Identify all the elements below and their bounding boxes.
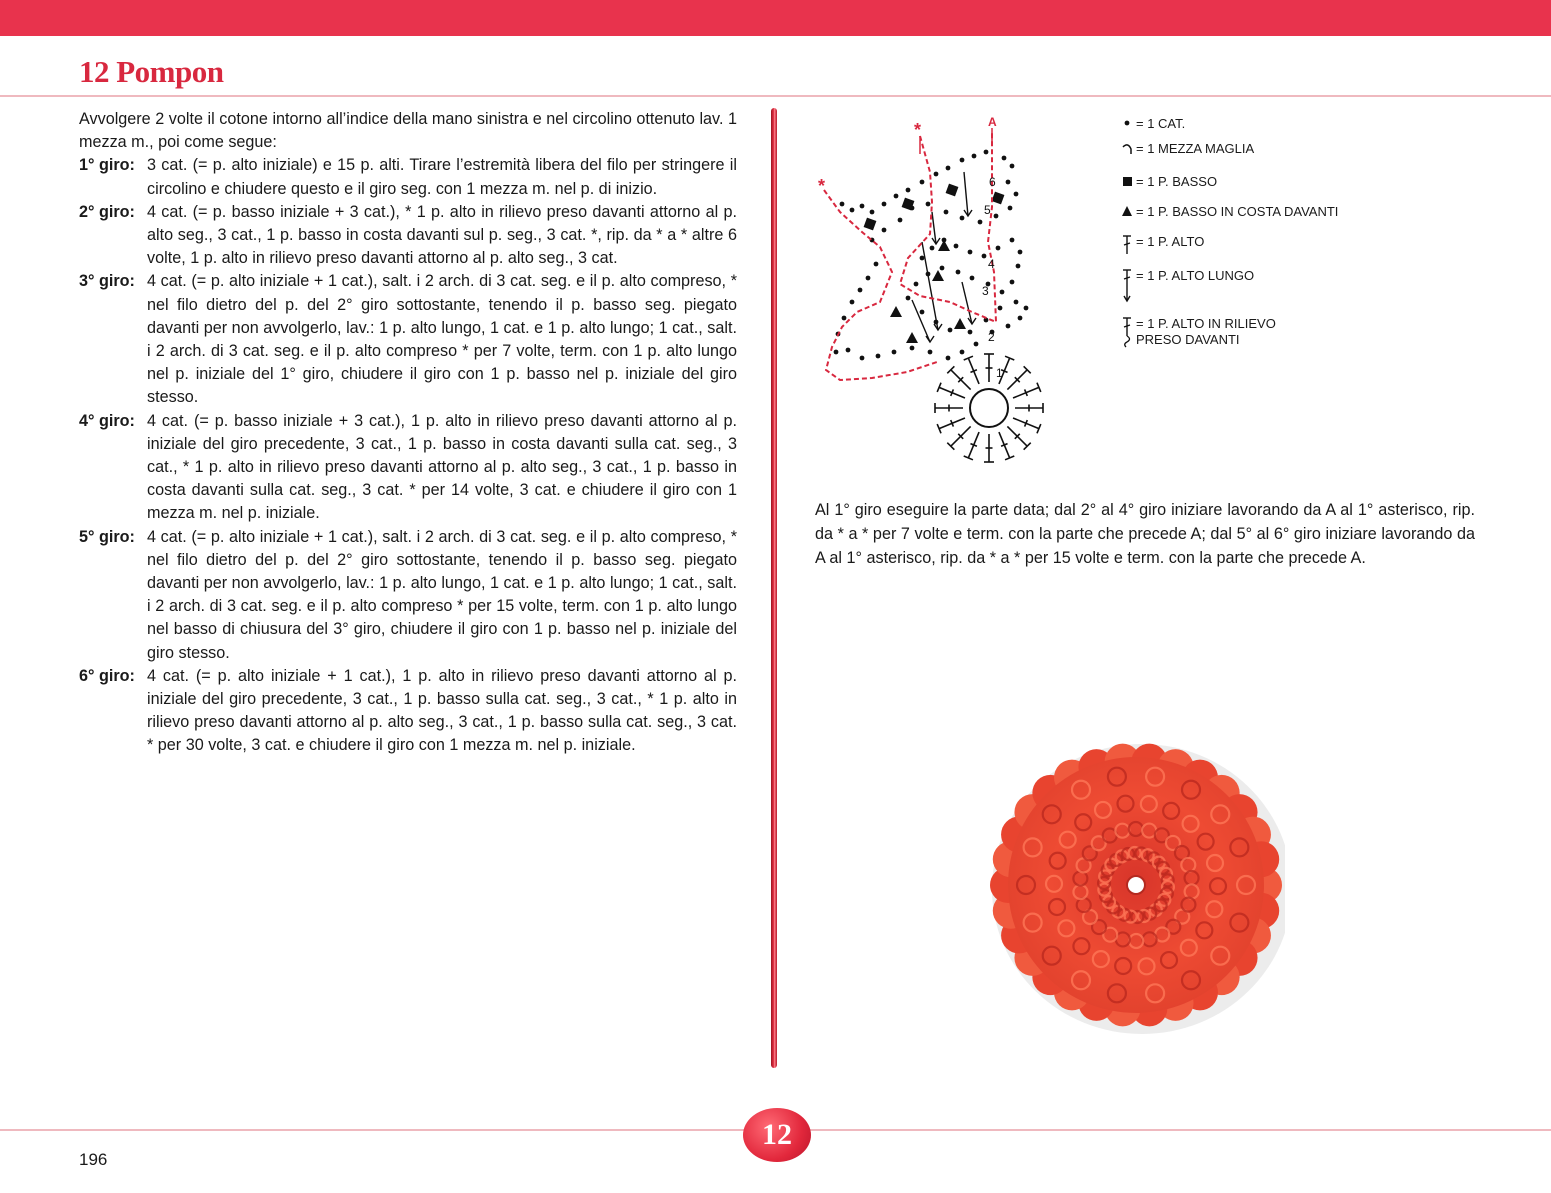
round-instruction	[79, 154, 737, 200]
round-instruction	[79, 526, 737, 665]
chain-dot	[1006, 324, 1011, 329]
round-text: 4 cat. (= p. basso iniziale + 3 cat.), * 1 p. alto in rilievo preso davanti attorno al p. alto seg., 3 cat., 1 p. basso in costa davanti sul p. seg., 3 cat. *, rip. da * a * altre 6 volte, 1 p. alto in rilievo preso davanti attorno al p. alto seg., 3 cat.	[147, 202, 737, 268]
long-stitch-arrow	[926, 336, 934, 342]
round-instruction	[79, 270, 737, 409]
chain-dot	[840, 202, 845, 207]
title-divider	[0, 95, 1551, 97]
legend-item-front-loop: = 1 P. BASSO IN COSTA DAVANTI	[1118, 204, 1338, 221]
single-crochet-mark	[992, 192, 1005, 205]
legend-item-double: = 1 P. ALTO	[1118, 234, 1204, 259]
rounds-list	[79, 154, 737, 757]
chain-dot	[1010, 280, 1015, 285]
chain-dot	[994, 214, 999, 219]
legend-item-slip: = 1 MEZZA MAGLIA	[1118, 141, 1254, 158]
round-instruction	[79, 201, 737, 271]
chain-dot	[930, 246, 935, 251]
badge-number: 12	[762, 1118, 792, 1151]
chain-dot	[940, 266, 945, 271]
top-color-bar	[0, 0, 1551, 36]
round-number-2: 2	[988, 330, 995, 344]
marker-a: A	[988, 115, 997, 129]
chain-dot	[850, 208, 855, 213]
chain-dot	[996, 246, 1001, 251]
single-crochet-mark	[946, 184, 959, 197]
marker-star-top: *	[914, 120, 922, 140]
round-text: 3 cat. (= p. alto iniziale) e 15 p. alti. Tirare l’estremità libera del filo per stringere il circolino e chiudere questo e il giro seg. con 1 mezza m. nel p. di inizio.	[147, 156, 737, 198]
chain-dot	[928, 350, 933, 355]
legend-item-chain: = 1 CAT.	[1118, 116, 1185, 133]
round-text: 4 cat. (= p. alto iniziale + 1 cat.), 1 p. alto in rilievo preso davanti attorno al p. iniziale del giro precedente, 3 cat., 1 p. basso sulla cat. seg., 3 cat., * 1 p. alto in rilievo preso davanti attorno al p. alto seg., 3 cat., 1 p. basso sulla cat. seg., 3 cat. * per 30 volte, 3 cat. e chiudere il giro con 1 mezza m. nel p. iniziale.	[147, 666, 737, 755]
round-text: 4 cat. (= p. alto iniziale + 1 cat.), salt. i 2 arch. di 3 cat. seg. e il p. alto compreso, * nel filo dietro del p. del 2° giro sottostante, tenendo il p. basso seg. piegato davanti per non avvolgerlo, lav.: 1 p. alto lungo, 1 cat. e 1 p. alto lungo; 1 cat., salt. i 2 arch. di 3 cat. seg. e il p. alto compreso * per 15 volte, term. con 1 p. alto lungo nel basso di chiusura del 3° giro, chiudere il giro con 1 p. basso nel p. iniziale del giro stesso.	[147, 527, 737, 662]
long-double-crochet-icon	[1118, 268, 1136, 307]
chain-dot	[954, 244, 959, 249]
round-number-6: 6	[989, 175, 996, 189]
chain-dot	[968, 330, 973, 335]
chain-dot	[874, 262, 879, 267]
chain-dot	[998, 306, 1003, 311]
chain-dot	[860, 204, 865, 209]
chain-dot	[1014, 192, 1019, 197]
chain-dot	[846, 348, 851, 353]
page-number: 196	[79, 1150, 108, 1169]
chain-dot	[926, 202, 931, 207]
chain-dot	[982, 254, 987, 259]
triangle-icon	[1118, 204, 1136, 221]
chain-dot	[858, 288, 863, 293]
long-stitch-post	[912, 300, 930, 342]
chain-dot	[1000, 290, 1005, 295]
chain-dot	[944, 210, 949, 215]
chain-dot	[920, 180, 925, 185]
chain-dot	[948, 328, 953, 333]
chain-dot	[1010, 238, 1015, 243]
chain-dot	[850, 300, 855, 305]
long-stitch-post	[922, 242, 938, 330]
round-label: 2° giro:	[79, 202, 135, 221]
chain-dot	[1014, 300, 1019, 305]
chain-dot	[974, 342, 979, 347]
chain-dot	[934, 172, 939, 177]
diagram-instructions: Al 1° giro eseguire la parte data; dal 2° al 4° giro iniziare lavorando da A al 1° asterisco, rip. da * a * per 7 volte e term. con la parte che precede A; dal 5° al 6° giro iniziare lavorando da A al 1° asterisco, rip. da * a * per 15 volte e term. con la parte che precede A.	[815, 501, 1475, 568]
chain-dot	[866, 276, 871, 281]
chain-dot	[1016, 264, 1021, 269]
square-icon	[1118, 174, 1136, 191]
chain-dot	[1018, 316, 1023, 321]
legend-item-long-double: = 1 P. ALTO LUNGO	[1118, 268, 1254, 307]
chain-dot	[1002, 156, 1007, 161]
long-stitch-post	[962, 282, 972, 324]
chain-dot	[894, 194, 899, 199]
slip-stitch-icon	[1118, 141, 1136, 158]
chain-dot	[956, 270, 961, 275]
repeat-boundary-left	[824, 190, 937, 380]
round-number-5: 5	[984, 203, 991, 217]
front-loop-mark	[954, 318, 966, 329]
front-loop-mark	[938, 240, 950, 251]
chain-dot	[882, 202, 887, 207]
chain-dot	[870, 210, 875, 215]
chain-dot	[1018, 250, 1023, 255]
legend-item-front-post: = 1 P. ALTO IN RILIEVO PRESO DAVANTI	[1118, 316, 1286, 351]
chart-symbols	[834, 150, 1029, 361]
round-instruction	[79, 665, 737, 758]
yarn-divider	[771, 108, 777, 1068]
round1-stitches	[935, 354, 1043, 462]
chain-dot	[920, 310, 925, 315]
legend-item-single: = 1 P. BASSO	[1118, 174, 1217, 191]
chain-dot	[972, 154, 977, 159]
chain-dot	[876, 354, 881, 359]
chain-dot	[914, 282, 919, 287]
chain-dot	[978, 220, 983, 225]
page-title: 12 Pompon	[79, 54, 224, 89]
chain-dot	[946, 166, 951, 171]
chain-dot	[910, 346, 915, 351]
round-label: 4° giro:	[79, 411, 135, 430]
pattern-number-badge	[743, 1108, 811, 1162]
single-crochet-mark	[864, 218, 877, 231]
double-crochet-icon	[1118, 234, 1136, 259]
front-loop-mark	[932, 270, 944, 281]
chain-dot	[834, 350, 839, 355]
center-ring	[970, 389, 1008, 427]
chain-dot	[960, 216, 965, 221]
front-post-icon	[1118, 316, 1136, 351]
instructions-column	[79, 108, 737, 758]
chain-dot	[1006, 180, 1011, 185]
chain-dot	[892, 350, 897, 355]
round-text: 4 cat. (= p. basso iniziale + 3 cat.), 1 p. alto in rilievo preso davanti attorno al p. iniziale del giro precedente, 3 cat., 1 p. basso in costa davanti sulla cat. seg., 3 cat., * 1 p. alto in rilievo preso davanti attorno al p. alto seg., 3 cat., 1 p. basso in costa davanti sulla cat. seg., 3 cat. * per 14 volte, 3 cat. e chiudere il giro con 1 mezza m. nel p. iniziale.	[147, 411, 737, 523]
chain-dot	[1008, 206, 1013, 211]
chain-dot	[898, 218, 903, 223]
intro-paragraph: Avvolgere 2 volte il cotone intorno all’indice della mano sinistra e nel circolino ottenuto lav. 1 mezza m., poi come segue:	[79, 110, 737, 152]
chain-dot	[1024, 306, 1029, 311]
pompon-photo	[985, 735, 1285, 1035]
chain-dot	[906, 296, 911, 301]
long-stitch-post	[964, 172, 968, 216]
round-number-1: 1	[996, 366, 1003, 380]
chain-dot	[842, 316, 847, 321]
round-label: 3° giro:	[79, 272, 135, 291]
chain-dot	[860, 356, 865, 361]
chain-dot	[970, 276, 975, 281]
chain-dot	[946, 356, 951, 361]
crochet-diagram	[812, 112, 1112, 472]
chain-dot	[968, 250, 973, 255]
front-loop-mark	[906, 332, 918, 343]
chain-dot	[906, 188, 911, 193]
chain-dot	[920, 256, 925, 261]
round-number-4: 4	[988, 257, 995, 271]
chain-dot-icon	[1118, 116, 1136, 133]
round-label: 6° giro:	[79, 666, 135, 685]
marker-star-left: *	[818, 176, 826, 196]
round-number-3: 3	[982, 284, 989, 298]
chain-dot	[960, 158, 965, 163]
chain-dot	[960, 350, 965, 355]
front-loop-mark	[890, 306, 902, 317]
round-instruction	[79, 410, 737, 526]
round-text: 4 cat. (= p. alto iniziale + 1 cat.), salt. i 2 arch. di 3 cat. seg. e il p. alto compreso, * nel filo dietro del p. del 2° giro sottostante, tenendo il p. basso seg. piegato davanti per non avvolgerlo, lav.: 1 p. alto lungo, 1 cat. e 1 p. alto lungo; 1 cat., salt. i 2 arch. di 3 cat. seg. e il p. alto compreso * per 7 volte, term. con 1 p. alto lungo nel p. iniziale del 1° giro, chiudere il giro con 1 p. basso nel p. iniziale del giro stesso.	[147, 272, 737, 407]
round-label: 5° giro:	[79, 527, 135, 546]
round-label: 1° giro:	[79, 156, 135, 175]
chain-dot	[984, 150, 989, 155]
chain-dot	[1010, 164, 1015, 169]
chain-dot	[882, 228, 887, 233]
